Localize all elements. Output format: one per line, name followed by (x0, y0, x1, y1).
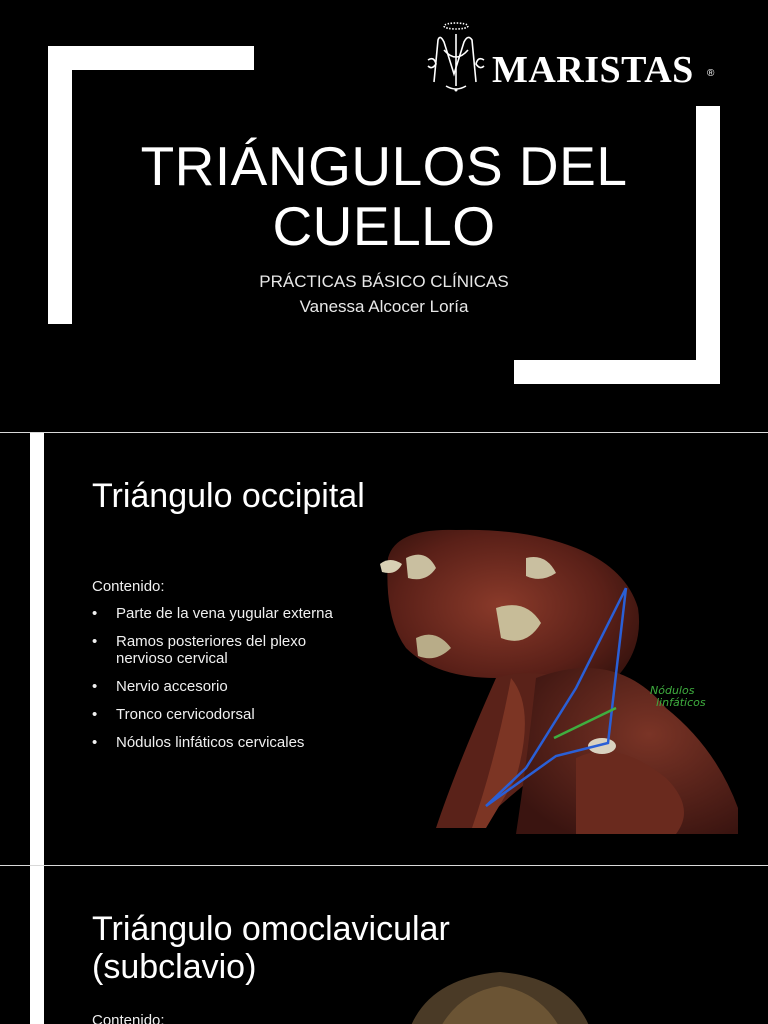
slide-title-line-2: CUELLO (272, 195, 496, 257)
occipital-triangle-slide (0, 433, 768, 865)
clavicular-anatomy-image (410, 968, 590, 1024)
content-label: Contenido: (92, 1012, 165, 1024)
logo-registered-mark: ® (707, 68, 715, 79)
bullet-dot-icon: • (92, 605, 98, 622)
maristas-monogram-icon (424, 20, 488, 92)
slide-heading (92, 910, 450, 986)
author-name: Vanessa Alcocer Loría (299, 297, 469, 316)
bullet-dot-icon: • (92, 706, 98, 723)
list-item: • Nervio accesorio (92, 678, 228, 695)
slide-accent-bar (30, 433, 44, 865)
slide-accent-bar (30, 866, 44, 1024)
bullet-dot-icon: • (92, 734, 98, 751)
slide-title-line-1: TRIÁNGULOS DEL (140, 135, 628, 197)
slide-heading-line-2: (subclavio) (92, 948, 257, 986)
slide-title (0, 136, 768, 256)
list-item: • Ramos posteriores del plexo nervioso cervical (92, 633, 307, 667)
frame-bracket-bottom-right-horizontal (514, 360, 720, 384)
list-item: • Tronco cervicodorsal (92, 706, 255, 723)
bullet-dot-icon: • (92, 633, 98, 650)
content-list (92, 605, 352, 762)
title-slide (0, 0, 768, 432)
list-item: • Parte de la vena yugular externa (92, 605, 333, 622)
annotation-label-line-1: Nódulos (650, 684, 695, 697)
slide-heading: Triángulo occipital (92, 477, 365, 515)
list-item: • Nódulos linfáticos cervicales (92, 734, 305, 751)
slide-heading-line-1: Triángulo omoclavicular (92, 910, 450, 948)
omoclavicular-triangle-slide (0, 866, 768, 1024)
frame-bracket-top-left-horizontal (48, 46, 254, 70)
neck-anatomy-image (376, 528, 738, 834)
content-label: Contenido: (92, 578, 165, 595)
course-subtitle: PRÁCTICAS BÁSICO CLÍNICAS (259, 272, 509, 291)
bullet-dot-icon: • (92, 678, 98, 695)
logo-wordmark: MARISTAS (492, 49, 694, 91)
annotation-label-line-2: linfáticos (656, 696, 706, 709)
maristas-logo (424, 20, 724, 92)
